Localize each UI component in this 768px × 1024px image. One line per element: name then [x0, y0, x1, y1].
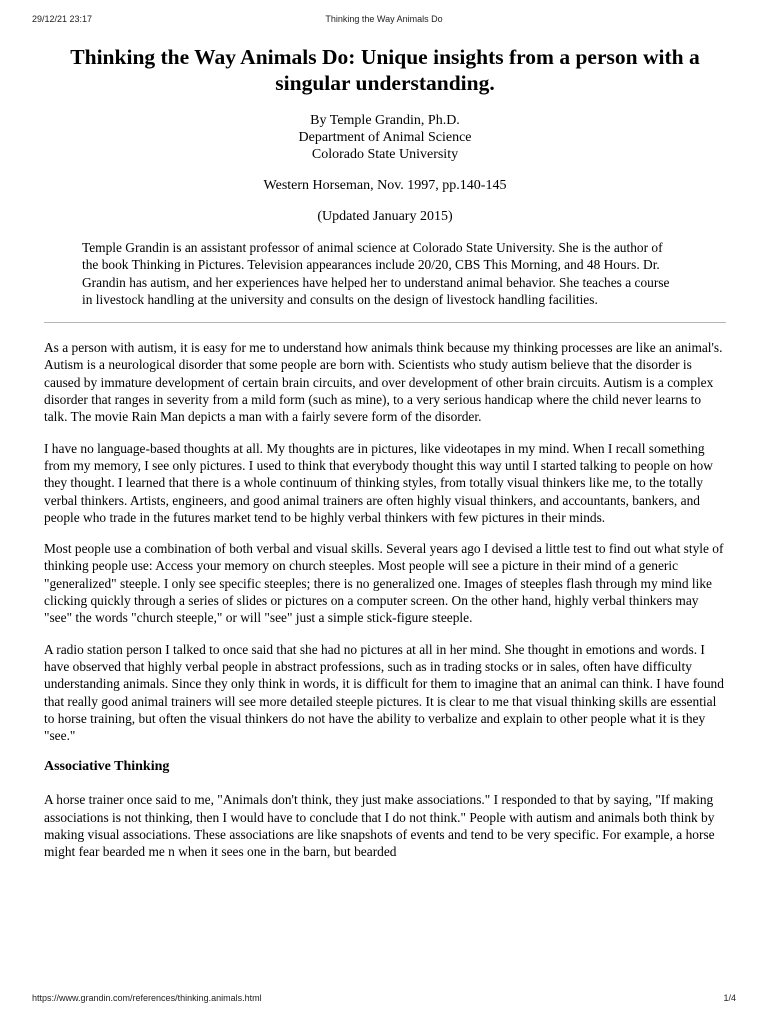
body-paragraph-4: A radio station person I talked to once said that she had no pictures at all in her mind. She thought in emotions and words. I have observed that highly verbal people in abstract professions, such as in trading stocks or in sales, often have difficulty understanding animals. Since they only think in words, it is difficult for them to imagine that an animal can think. I have found that really good animal trainers will see more detailed steeple pictures. It is clear to me that visual thinking skills are essential to horse training, but often the visual thinkers do not have the ability to verbalize and explain to other people what it is they "see." — [44, 641, 724, 744]
page-url: https://www.grandin.com/references/thinking.animals.html — [32, 993, 262, 1003]
body-paragraph-3: Most people use a combination of both verbal and visual skills. Several years ago I devised a little test to find out what style of thinking people use: Access your memory on church steeples. Most people will see a picture in their mind of a generic "generalized" steeple. I only see specific steeples; there is no generalized one. Images of steeples flash through my mind like clicking quickly through a series of slides or pictures on a computer screen. On the other hand, highly verbal thinkers may "see" the words "church steeple," or will "see" just a simple stick-figure steeple. — [44, 541, 724, 626]
body-paragraph-2: I have no language-based thoughts at all. My thoughts are in pictures, like videotapes in my mind. When I recall something from my memory, I see only pictures. I used to think that everybody thought this way until I started talking to people on how they thought. I learned that there is a whole continuum of thinking styles, from totally visual thinkers like me, to the totally verbal thinkers. Artists, engineers, and good animal trainers are often highly visual thinkers, and accountants, bankers, and people who trade in the futures market tend to be highly verbal thinkers with few pictures in their minds. — [44, 440, 713, 525]
section-heading: Associative Thinking — [44, 759, 170, 775]
publication-source: Western Horseman, Nov. 1997, pp.140-145 — [263, 178, 507, 193]
print-datetime: 29/12/21 23:17 — [32, 14, 93, 24]
divider — [44, 322, 726, 323]
article — [44, 44, 726, 875]
section-paragraph: A horse trainer once said to me, "Animals don't think, they just make associations." I responded to that by saying, "If making associations is not thinking, then I would have to conclude that I do not think." People with autism and animals both think by making visual associations. These associations are like snapshots of events and tend to be very specific. For example, a horse might fear bearded me n when it sees one in the barn, but bearded — [44, 792, 715, 860]
page-number: 1/4 — [723, 993, 736, 1003]
author-bio: Temple Grandin is an assistant professor of animal science at Colorado State University. She is the author of the book Thinking in Pictures. Television appearances include 20/20, CBS This Morning, and 48 Hours. Dr. Grandin has autism, and her experiences have helped her to understand animal behavior. She teaches a course in livestock handling at the university and consults on the design of livestock handling facilities. — [82, 240, 670, 307]
print-header — [0, 14, 768, 28]
author-department: Department of Animal Science — [298, 130, 472, 145]
article-title: Thinking the Way Animals Do: Unique insights from a person with a singular understanding. — [70, 45, 700, 95]
updated-note: (Updated January 2015) — [317, 209, 453, 224]
body-paragraph-1: As a person with autism, it is easy for me to understand how animals think because my thinking processes are like an animal's. Autism is a neurological disorder that some people are born with. Scientists who study autism believe that the disorder is caused by immature development of certain brain circuits, and over development of other brain circuits. Autism is a complex disorder that ranges in severity from a mild form (such as mine), to a very serious handicap where the child never learns to talk. The movie Rain Man depicts a man with a fairly severe form of the disorder. — [44, 340, 723, 425]
print-footer — [0, 993, 768, 1007]
print-page-title: Thinking the Way Animals Do — [325, 14, 443, 24]
author-name: By Temple Grandin, Ph.D. — [310, 113, 460, 128]
byline — [44, 112, 726, 163]
author-university: Colorado State University — [311, 147, 459, 162]
